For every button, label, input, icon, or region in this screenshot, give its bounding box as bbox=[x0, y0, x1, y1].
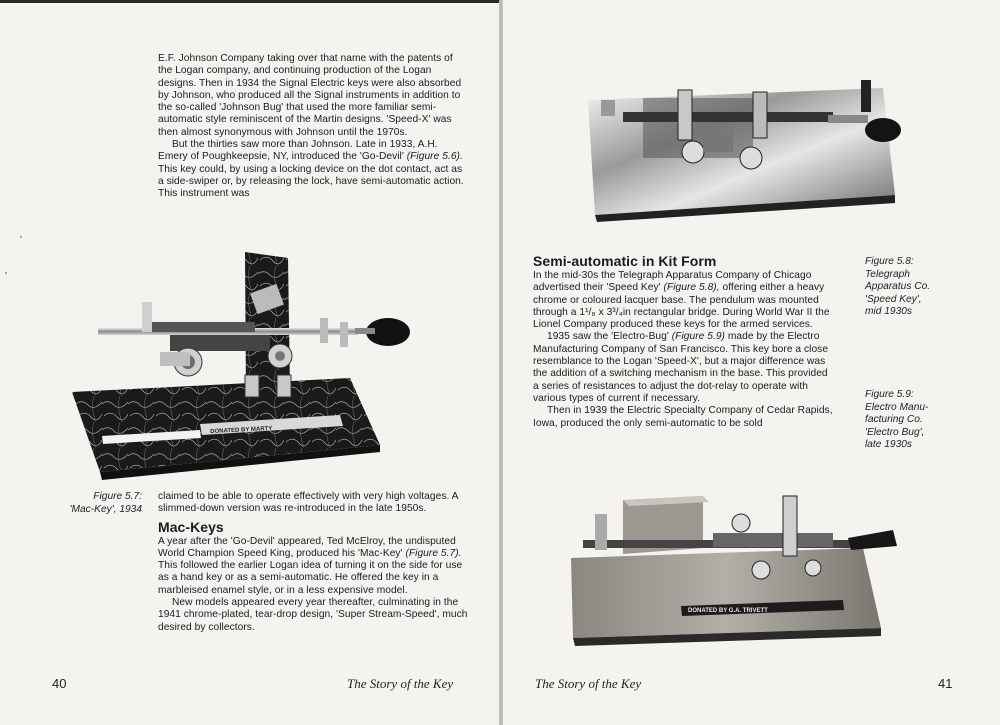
left-page bbox=[0, 0, 499, 725]
mac-keys-text-a: A year after the 'Go-Devil' appeared, Ted McElroy, the undisputed World Champion Speed King, produced his 'Mac-Key' bbox=[158, 535, 456, 559]
electro-bug-text-a: 1935 saw the 'Electro-Bug' bbox=[547, 331, 672, 343]
right-page-number: 41 bbox=[938, 676, 953, 691]
top-edge-bar bbox=[0, 0, 499, 3]
right-page bbox=[503, 0, 1000, 725]
kit-text-a: In the mid-30s the Telegraph Apparatus Company of Chicago advertised their 'Speed Key' bbox=[533, 270, 812, 294]
figure-5-7-caption-line-2: 'Mac-Key', 1934 bbox=[69, 503, 142, 515]
left-top-text-block bbox=[158, 53, 466, 201]
kit-form-heading: Semi-automatic in Kit Form bbox=[533, 253, 717, 269]
thirties-text-b: This key could, by using a locking device on the dot contact, act as a side-swiper or, by releasing the lock, have semi-automatic action. This instrument was bbox=[158, 163, 464, 200]
figure-5-9-caption-line-2: Electro Manu- bbox=[865, 401, 929, 413]
mac-keys-paragraph bbox=[158, 536, 468, 597]
left-bottom-text-block bbox=[158, 491, 468, 634]
electro-bug-paragraph bbox=[533, 331, 833, 405]
photo-plate-text-right: DONATED BY G.A. TRIVETT bbox=[688, 608, 768, 614]
figure-5-8-caption-line-3: Apparatus Co. bbox=[865, 281, 931, 292]
figure-5-8-caption-line-4: 'Speed Key', bbox=[865, 293, 922, 305]
left-running-head: The Story of the Key bbox=[347, 676, 454, 691]
figure-5-9-caption-line-1: Figure 5.9: bbox=[865, 389, 914, 400]
figure-5-9-caption bbox=[865, 389, 928, 452]
figure-5-7-reference: (Figure 5.7). bbox=[405, 547, 462, 559]
figure-5-7-photo bbox=[50, 240, 450, 485]
thirties-paragraph bbox=[158, 139, 466, 200]
right-text-block bbox=[533, 253, 833, 430]
figure-5-8-caption-line-2: Telegraph bbox=[865, 268, 910, 280]
speck bbox=[20, 236, 22, 238]
figure-5-8-caption-line-1: Figure 5.8: bbox=[865, 256, 914, 267]
mac-keys-heading: Mac-Keys bbox=[158, 518, 224, 535]
new-models-paragraph: New models appeared every year thereafter, culminating in the 1941 chrome-plated, tear-drop design, 'Super Stream-Speed', much desired by collectors. bbox=[158, 597, 468, 633]
figure-5-8-caption-line-5: mid 1930s bbox=[865, 306, 913, 317]
figure-5-8-reference: (Figure 5.8), bbox=[663, 282, 720, 294]
cedar-rapids-paragraph: Then in 1939 the Electric Specialty Company of Cedar Rapids, Iowa, produced the only semi-automatic to be sold bbox=[533, 405, 833, 429]
figure-5-6-reference: (Figure 5.6). bbox=[406, 151, 463, 163]
figure-5-7-caption bbox=[56, 491, 142, 516]
figure-5-9-photo bbox=[563, 478, 908, 653]
kit-text-b: offering either a heavy chrome or coloured lacquer base. The pendulum was mounted through a 1¹/₈ x 3³/₄in rectangular bridge. During World War II the Lionel Company produced these keys for the armed services. bbox=[533, 282, 830, 331]
photo-plate-text-left: DONATED BY MARTY bbox=[210, 425, 273, 436]
kit-paragraph bbox=[533, 270, 833, 331]
figure-5-9-caption-line-5: late 1930s bbox=[865, 439, 913, 450]
figure-5-8-caption bbox=[865, 256, 930, 319]
figure-5-9-caption-line-4: 'Electro Bug', bbox=[865, 426, 925, 438]
figure-5-9-caption-line-3: facturing Co. bbox=[865, 414, 923, 425]
figure-5-8-photo bbox=[583, 70, 913, 230]
electro-bug-text-b: made by the Electro Manufacturing Company of San Francisco. This key bore a close resemblance to the Logan 'Speed-X', but a major difference was the addition of a switching mechanism in the base. This provided a series of resistances to adjust the dot-relay to operate with various types of current if necessary. bbox=[533, 331, 829, 404]
figure-5-9-reference: (Figure 5.9) bbox=[671, 331, 725, 343]
thirties-text-a: But the thirties saw more than Johnson. Late in 1933, A.H. Emery of Poughkeepsie, NY, introduced the 'Go-Devil' bbox=[158, 139, 438, 163]
right-running-head: The Story of the Key bbox=[535, 676, 642, 691]
intro-paragraph: E.F. Johnson Company taking over that name with the patents of the Logan company, and continuing production of the Logan designs. Then in 1934 the Signal Electric keys were also absorbed by Johnson, who produced all the Signal instruments in addition to the so-called 'Johnson Bug' that used the more familiar semi-automatic style reminiscent of the Martin designs. 'Speed-X' was then almost synonymous with Johnson until the 1970s. bbox=[158, 53, 462, 138]
left-page-number: 40 bbox=[52, 676, 67, 691]
speck bbox=[5, 272, 7, 274]
figure-5-7-caption-line-1: Figure 5.7: bbox=[93, 491, 142, 502]
mac-keys-text-b: This followed the earlier Logan idea of turning it on the side for use as a hand key or as a semi-automatic. He offered the key in a marbleised enamel style, or in a less expensive model. bbox=[158, 560, 463, 596]
claimed-paragraph: claimed to be able to operate effectively with very high voltages. A slimmed-down version was re-introduced in the late 1950s. bbox=[158, 491, 458, 515]
